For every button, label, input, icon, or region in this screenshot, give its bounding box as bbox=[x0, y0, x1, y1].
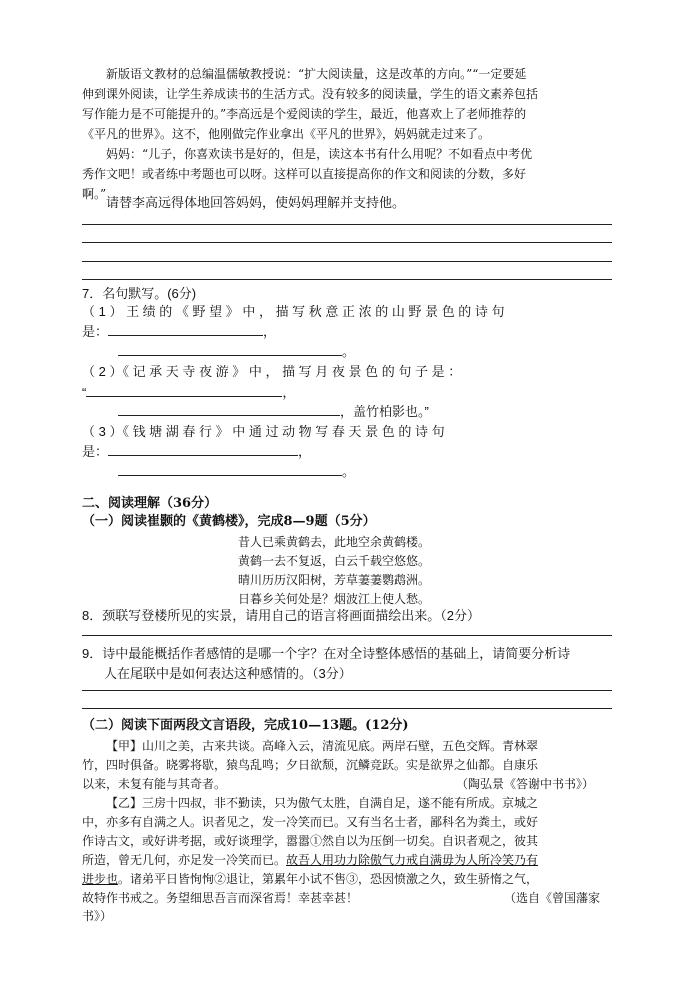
q7-s2-stem: （ 2 ）《 记 承 天 寺 夜 游 》 中 ， 描 写 月 夜 景 色 的 句 子 是 ： bbox=[82, 364, 462, 379]
yi-line bbox=[82, 850, 538, 870]
poem-line: 晴川历历汉阳树，芳草萋萋鹦鹉洲。 bbox=[238, 573, 431, 587]
yi-line: 【乙】三房十四叔，非不勤读，只为傲气太胜，自满自足，遂不能有所成。京城之 bbox=[106, 796, 539, 810]
answer-line[interactable] bbox=[82, 635, 612, 636]
punct: 。 bbox=[342, 344, 356, 359]
yi-line: 故特作书戒之。务望细思吾言而深省焉！幸甚幸甚！ bbox=[82, 891, 359, 905]
q7-s1-line2 bbox=[118, 342, 355, 362]
poem-line: 昔人已乘黄鹤去，此地空余黄鹤楼。 bbox=[238, 535, 431, 549]
q7-s3-prefix: 是： bbox=[82, 444, 109, 459]
passage-line: 啊。” bbox=[82, 187, 107, 201]
passage-line: 秀作文吧！或者练中考题也可以呀。这样可以直接提高你的作文和阅读的分数，多好 bbox=[82, 167, 527, 181]
jia-line: 【甲】山川之美，古来共谈。高峰入云，清流见底。两岸石壁，五色交辉。青林翠 bbox=[106, 739, 539, 753]
punct: ， bbox=[263, 324, 277, 339]
punct: 。 bbox=[342, 464, 356, 479]
yi-line bbox=[82, 869, 538, 889]
q7-s1-blank-2[interactable] bbox=[118, 343, 342, 356]
q7-s3-blank-2[interactable] bbox=[118, 463, 342, 476]
yi-source: （选自《曾国藩家 bbox=[504, 891, 601, 905]
q7-s2-tail: ，盖竹柏影也。” bbox=[340, 404, 429, 419]
yi-line: 中，亦多有自满之人。识者见之，发一冷笑而已。又有当名士者，鄙科名为粪土，或好 bbox=[82, 815, 539, 829]
jia-line: 以来，未复有能与其奇者。 bbox=[82, 777, 227, 791]
punct: ， bbox=[298, 444, 312, 459]
passage-line: 妈妈：“儿子，你喜欢读书是好的，但是，读这本书有什么用呢？不如看点中考优 bbox=[106, 147, 533, 161]
open-quote: “ bbox=[82, 385, 87, 400]
yi-underlined: 故吾人用功力除傲气力戒自满毋为人所冷笑乃有 bbox=[286, 853, 539, 867]
passage-line: 《平凡的世界》。这不，他刚做完作业拿出《平凡的世界》，妈妈就走过来了。 bbox=[82, 127, 491, 141]
q7-s1-stem: （ 1 ） 王 绩 的 《 野 望 》 中 ， 描 写 秋 意 正 浓 的 山 野 景 色 的 诗 句 bbox=[82, 304, 505, 319]
q7-s2-line bbox=[82, 383, 295, 403]
q7-s2-blank-1[interactable] bbox=[86, 384, 282, 397]
q7-s3-line bbox=[82, 442, 311, 462]
yi-underlined: 进步也 bbox=[82, 872, 119, 886]
q7-s1-prefix: 是： bbox=[82, 324, 109, 339]
q9-text: 9．诗中最能概括作者感情的是哪一个字？在对全诗整体感悟的基础上，请简要分析诗 bbox=[82, 646, 571, 661]
subsection-title: （一）阅读崔颢的《黄鹤楼》，完成8—9题（5分） bbox=[82, 514, 376, 529]
q7-s3-line2 bbox=[118, 462, 355, 482]
passage-line: 新版语文教材的总编温儒敏教授说：“扩大阅读量，这是改革的方向。”“一定要延 bbox=[106, 67, 527, 81]
q7-s2-blank-2[interactable] bbox=[118, 403, 340, 416]
passage-prompt: 请替李高远得体地回答妈妈，使妈妈理解并支持他。 bbox=[106, 195, 406, 210]
yi-text: 所造，曾无几何，亦足发一冷笑而已。 bbox=[82, 853, 287, 867]
answer-line[interactable] bbox=[82, 690, 612, 691]
jia-line: 竹，四时俱备。晓雾将歇，猿鸟乱鸣；夕日欲颓，沉鳞竞跃。实是欲界之仙都。自康乐 bbox=[82, 758, 539, 772]
q7-s1-line bbox=[82, 322, 276, 342]
subsection-title: （二）阅读下面两段文言语段，完成10—13题。(12分) bbox=[82, 718, 409, 733]
q7-title: 7．名句默写。(6分) bbox=[82, 286, 197, 301]
poem-line: 黄鹤一去不复返，白云千载空悠悠。 bbox=[238, 554, 431, 568]
q8-text: 8．颈联写登楼所见的实景，请用自己的语言将画面描绘出来。（2分） bbox=[82, 608, 480, 623]
q7-s3-stem: （ 3 ）《 钱 塘 湖 春 行 》 中 通 过 动 物 写 春 天 景 色 的 诗 句 bbox=[82, 424, 445, 439]
q7-s3-blank-1[interactable] bbox=[108, 443, 298, 456]
yi-line: 书》） bbox=[82, 909, 113, 923]
answer-line[interactable] bbox=[82, 708, 612, 709]
yi-text: 。诸弟平日皆恂恂②退让，第累年小试不售③，恐因愤激之久，致生骄惰之气， bbox=[118, 872, 539, 886]
q7-s1-blank-1[interactable] bbox=[108, 323, 263, 336]
answer-line[interactable] bbox=[82, 242, 612, 243]
punct: ， bbox=[282, 385, 296, 400]
q9-text-cont: 人在尾联中是如何表达这种感情的。（3分） bbox=[104, 666, 352, 681]
answer-line[interactable] bbox=[82, 261, 612, 262]
passage-line: 伸到课外阅读，让学生养成读书的生活方式。没有较多的阅读量，学生的语文素养包括 bbox=[82, 87, 539, 101]
answer-line[interactable] bbox=[82, 279, 612, 280]
yi-line: 作诗古文，或好讲考据，或好谈理学，嚣嚣①然自以为压倒一切矣。自识者观之，彼其 bbox=[82, 834, 539, 848]
section-title: 二、阅读理解（36分） bbox=[82, 496, 218, 511]
jia-source: （陶弘景《答谢中书书》） bbox=[456, 777, 595, 791]
q7-s2-line2 bbox=[118, 402, 429, 422]
poem-line: 日暮乡关何处是？烟波江上使人愁。 bbox=[238, 592, 431, 606]
answer-line[interactable] bbox=[82, 224, 612, 225]
passage-line: 写作能力是不可能提升的。”李高远是个爱阅读的学生，最近，他喜欢上了老师推荐的 bbox=[82, 107, 527, 121]
